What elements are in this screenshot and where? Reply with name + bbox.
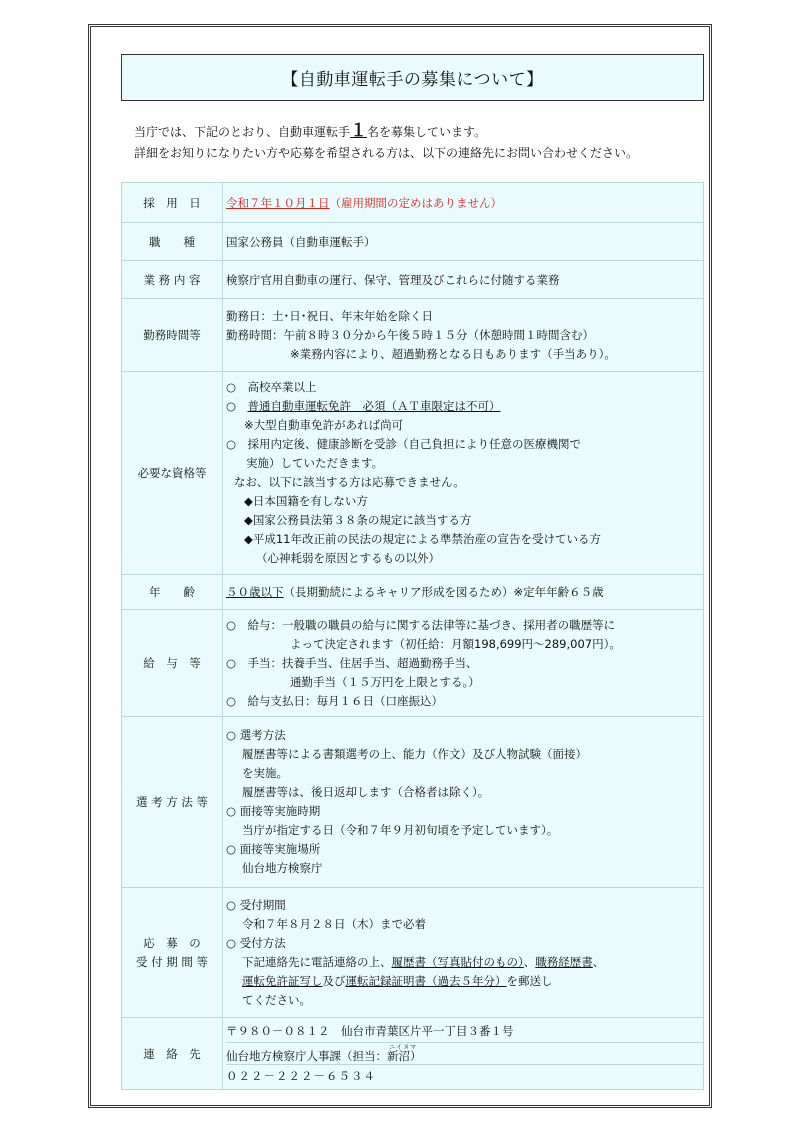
doc-license-copy: 運転免許証写し	[242, 973, 323, 988]
row-qualifications	[122, 372, 704, 575]
salary-line-1: ○ 給与：一般職の職員の給与に関する法律等に基づき、採用者の職歴等に	[226, 617, 616, 632]
hours-line-3: ※業務内容により、超過勤務となる日もあります（手当あり）。	[290, 346, 616, 361]
contact-person-reading: ニイヌマ	[389, 1044, 418, 1051]
label-contact: 連 絡 先	[122, 1018, 223, 1090]
label-qualifications: 必要な資格等	[122, 372, 223, 575]
row-application	[122, 888, 704, 1018]
mail-instruction: を郵送し	[506, 973, 553, 988]
hire-date-note: （雇用期間の定めはありません）	[329, 195, 502, 210]
label-hours: 勤務時間等	[122, 299, 223, 372]
row-age	[122, 575, 704, 610]
qual-line-6: なお、以下に該当する方は応募できません。	[234, 475, 465, 489]
qual-line-2	[226, 397, 703, 416]
value-job-type: 国家公務員（自動車運転手）	[223, 223, 704, 261]
contact-phone: ０２２－２２２－６５３４	[226, 1069, 376, 1083]
page-title-text: 【自動車運転手の募集について】	[281, 70, 544, 90]
value-hours	[223, 299, 704, 372]
value-hire-date	[223, 183, 704, 223]
license-requirement: 普通自動車運転免許 必須（ＡＴ車限定は不可）	[247, 399, 501, 413]
recruitment-table	[121, 182, 704, 1090]
selection-line-7: ○ 面接等実施場所	[226, 842, 321, 856]
qual-line-1: ○ 高校卒業以上	[226, 380, 317, 394]
value-duties: 検察庁官用自動車の運行、保守、管理及びこれらに付随する業務	[223, 261, 704, 299]
label-salary: 給 与 等	[122, 610, 223, 717]
intro-line-1-pre: 当庁では、下記のとおり、自動車運転手	[134, 125, 351, 139]
contact-office	[226, 1043, 703, 1065]
qual-line-5: 実施）していただきます。	[246, 456, 384, 470]
label-job-type: 職 種	[122, 223, 223, 261]
selection-line-5: ○ 面接等実施時期	[226, 804, 321, 818]
age-limit: ５０歳以下	[226, 585, 284, 599]
hours-line-2: 勤務時間：午前８時３０分から午後５時１５分（休憩時間１時間含む）	[226, 327, 594, 342]
label-selection: 選 考 方 法 等	[122, 717, 223, 888]
qual-line-4: ○ 採用内定後、健康診断を受診（自己負担により任意の医療機関で	[226, 437, 582, 451]
row-hire-date	[122, 183, 704, 223]
intro-line-1-post: 名を募集しています。	[367, 125, 487, 139]
selection-line-6: 当庁が指定する日（令和７年９月初旬頃を予定しています）。	[242, 823, 559, 837]
label-hire-date: 採 用 日	[122, 183, 223, 223]
qual-line-7: ◆日本国籍を有しない方	[244, 494, 368, 508]
doc-driving-record: 運転記録証明書（過去５年分）	[345, 973, 507, 988]
salary-line-4: 通勤手当（１５万円を上限とする。）	[290, 674, 480, 689]
application-line-3: ○ 受付方法	[226, 935, 286, 950]
recruit-count: １	[350, 121, 368, 141]
row-selection	[122, 717, 704, 888]
value-age	[223, 575, 704, 610]
selection-line-2: 履歴書等による書類選考の上、能力（作文）及び人物試験（面接）	[242, 747, 587, 761]
selection-line-3: を実施。	[242, 766, 288, 780]
salary-line-5: ○ 給与支払日：毎月１６日（口座振込）	[226, 693, 444, 708]
selection-line-4: 履歴書等は、後日返却します（合格者は除く）。	[242, 785, 490, 799]
row-contact	[122, 1018, 704, 1090]
page-title	[121, 54, 704, 101]
value-selection	[223, 717, 704, 888]
value-contact	[223, 1018, 704, 1090]
intro-line-2: 詳細をお知りになりたい方や応募を希望される方は、以下の連絡先にお問い合わせください。	[134, 146, 639, 160]
contact-person-name: 新沼	[387, 1049, 410, 1063]
hire-date: 令和７年１０月１日	[226, 195, 330, 210]
row-hours	[122, 299, 704, 372]
intro-line-1	[134, 121, 694, 143]
row-salary	[122, 610, 704, 717]
row-job-type	[122, 223, 704, 261]
value-application	[223, 888, 704, 1018]
value-salary	[223, 610, 704, 717]
qual-line-9: ◆平成11年改正前の民法の規定による準禁治産の宣告を受けている方	[244, 532, 601, 546]
row-duties	[122, 261, 704, 299]
contact-office-text: 仙台地方検察庁人事課（担当：	[226, 1049, 387, 1063]
application-method-text: 下記連絡先に電話連絡の上、	[242, 954, 392, 969]
salary-line-2: よって決定されます（初任給：月額198,699円～289,007円）。	[290, 636, 621, 651]
doc-career-history: 職務経歴書	[535, 954, 593, 969]
application-line-1: ○ 受付期間	[226, 897, 286, 912]
conjunction: 及び	[322, 973, 346, 988]
qual-line-3: ※大型自動車免許があれば尚可	[244, 418, 404, 432]
intro-text	[134, 121, 694, 164]
contact-address: 〒９８０－０８１２ 仙台市青葉区片平一丁目３番１号	[226, 1020, 703, 1043]
application-line-6: てください。	[242, 992, 311, 1007]
label-duties: 業 務 内 容	[122, 261, 223, 299]
application-line-4	[226, 953, 703, 972]
application-line-2: 令和７年８月２８日（木）まで必着	[242, 916, 426, 931]
comma-1: 、	[523, 954, 536, 969]
comma-2: 、	[592, 954, 605, 969]
label-application-2: 受 付 期 間 等	[135, 954, 209, 969]
label-age: 年 齢	[122, 575, 223, 610]
salary-line-3: ○ 手当：扶養手当、住居手当、超過勤務手当、	[226, 655, 478, 670]
application-line-5	[226, 972, 703, 991]
value-qualifications	[223, 372, 704, 575]
doc-resume: 履歴書（写真貼付のもの）	[391, 954, 524, 969]
age-note: （長期勤続によるキャリア形成を図るため）※定年年齢６５歳	[283, 585, 604, 599]
contact-person	[387, 1044, 418, 1067]
label-application	[122, 888, 223, 1018]
qual-bullet: ○	[226, 399, 248, 413]
hours-line-1: 勤務日：土･日･祝日、年末年始を除く日	[226, 308, 433, 323]
selection-line-1: ○ 選考方法	[226, 728, 286, 742]
qual-line-10: （心神耗弱を原因とするもの以外）	[256, 551, 440, 565]
selection-line-8: 仙台地方検察庁	[242, 861, 323, 875]
label-application-1: 応 募 の	[143, 935, 201, 950]
qual-line-8: ◆国家公務員法第３８条の規定に該当する方	[244, 513, 472, 527]
contact-office-close: ）	[410, 1049, 422, 1063]
